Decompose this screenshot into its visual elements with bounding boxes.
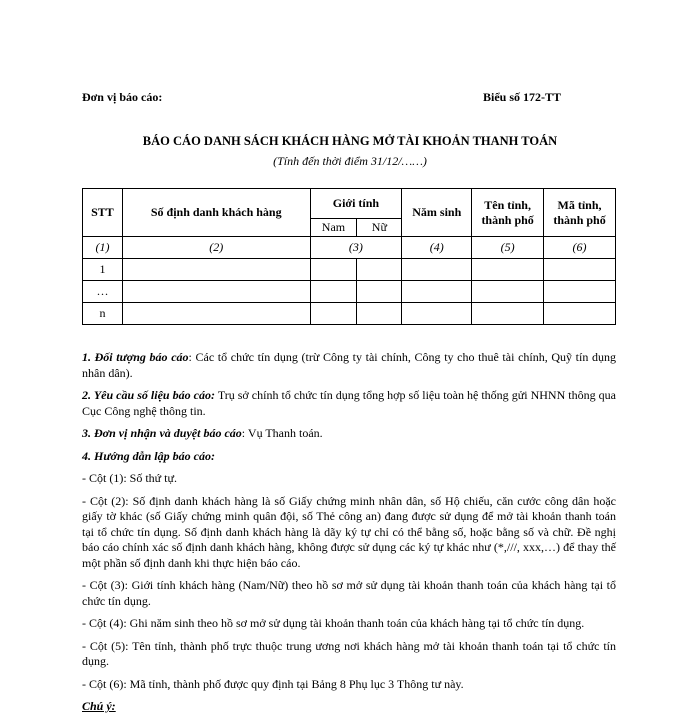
note-data-requirement <box>82 388 616 419</box>
row-stt: … <box>83 281 123 303</box>
cell-birth-year <box>402 281 472 303</box>
column-number: (3) <box>310 237 402 259</box>
row-stt: n <box>83 303 123 325</box>
instruction-col4: - Cột (4): Ghi năm sinh theo hồ sơ mở sử dụng tài khoản thanh toán của khách hàng tại tổ chức tín dụng. <box>82 616 585 630</box>
form-number: Biểu số 172-TT <box>483 90 562 104</box>
cell-customer-id <box>122 259 310 281</box>
header-birth-year: Năm sinh <box>402 189 472 237</box>
note-label: 2. Yêu cầu số liệu báo cáo: <box>82 388 215 402</box>
column-number: (4) <box>402 237 472 259</box>
note-attention <box>82 699 616 715</box>
report-title: BÁO CÁO DANH SÁCH KHÁCH HÀNG MỞ TÀI KHOẢN THANH TOÁN <box>142 134 558 148</box>
note-text: : Vụ Thanh toán. <box>241 426 323 440</box>
note-receiving-unit <box>82 426 616 442</box>
cell-customer-id <box>122 281 310 303</box>
column-number: (5) <box>472 237 544 259</box>
instruction-col2: - Cột (2): Số định danh khách hàng là số Giấy chứng minh nhân dân, số Hộ chiếu, căn cước công dân hoặc giấy tờ khác (số Giấy chứng minh quân đội, số Thẻ công an) đang được sử dụng để mở tài khoản thanh toán tại tổ chức tín dụng. Số định danh khách hàng là dãy ký tự chỉ có thể bằng số, hoặc bằng số và chữ. Đề nghị báo cáo chính xác số định danh khách hàng, không được sử dụng các ký tự khác như (*,///, xxx,…) để thay thế một phần số định danh khi thực hiện báo cáo. <box>82 493 616 570</box>
column-number: (6) <box>544 237 616 259</box>
note-label: 1. Đối tượng báo cáo <box>82 350 189 364</box>
cell-male <box>310 303 357 325</box>
header-province-code: Mã tỉnh, thành phố <box>544 189 616 237</box>
cell-birth-year <box>402 303 472 325</box>
cell-male <box>310 259 357 281</box>
cell-province-name <box>472 303 544 325</box>
report-table <box>82 188 616 325</box>
cell-female <box>357 303 402 325</box>
header-female: Nữ <box>357 219 402 237</box>
note-text: : Các tổ chức tín dụng (trừ Công ty tài chính, Công ty cho thuê tài chính, Quỹ tín dụng nhân dân). <box>82 350 616 380</box>
cell-province-code <box>544 303 616 325</box>
column-number: (1) <box>83 237 123 259</box>
cell-birth-year <box>402 259 472 281</box>
cell-province-name <box>472 259 544 281</box>
instruction-col1: - Cột (1): Số thứ tự. <box>82 471 178 485</box>
note-label: 3. Đơn vị nhận và duyệt báo cáo <box>82 426 242 440</box>
cell-province-code <box>544 259 616 281</box>
note-reporting-subject <box>82 350 616 381</box>
table-row <box>83 303 616 325</box>
instruction-col3: - Cột (3): Giới tính khách hàng (Nam/Nữ) theo hồ sơ mở sử dụng tài khoản thanh toán của khách hàng tại tổ chức tín dụng. <box>82 578 616 608</box>
cell-female <box>357 259 402 281</box>
notes-section <box>82 350 616 722</box>
cell-male <box>310 281 357 303</box>
table-row <box>83 281 616 303</box>
cell-female <box>357 281 402 303</box>
instruction-col6: - Cột (6): Mã tỉnh, thành phố được quy định tại Bảng 8 Phụ lục 3 Thông tư này. <box>82 676 464 691</box>
reporting-unit-label: Đơn vị báo cáo: <box>82 90 163 104</box>
header-stt: STT <box>83 189 123 237</box>
header-male: Nam <box>310 219 357 237</box>
instruction-col5: - Cột (5): Tên tỉnh, thành phố trực thuộc trung ương nơi khách hàng mở tài khoản thanh toán tại tổ chức tín dụng. <box>82 638 616 668</box>
report-subtitle: (Tính đến thời điểm 31/12/……) <box>273 154 427 168</box>
cell-province-name <box>472 281 544 303</box>
column-number: (2) <box>122 237 310 259</box>
note-label: 4. Hướng dẫn lập báo cáo: <box>82 448 215 463</box>
header-province-name: Tên tỉnh, thành phố <box>472 189 544 237</box>
attention-label: Chú ý: <box>82 699 116 713</box>
note-text: Trụ sở chính tổ chức tín dụng tổng hợp số liệu toàn hệ thống gửi NHNN thông qua Cục Công nghệ thông tin. <box>82 388 616 418</box>
cell-customer-id <box>122 303 310 325</box>
note-instructions <box>82 449 616 465</box>
header-customer-id: Số định danh khách hàng <box>122 189 310 237</box>
table-row <box>83 259 616 281</box>
row-stt: 1 <box>83 259 123 281</box>
header-gender: Giới tính <box>310 189 402 219</box>
cell-province-code <box>544 281 616 303</box>
